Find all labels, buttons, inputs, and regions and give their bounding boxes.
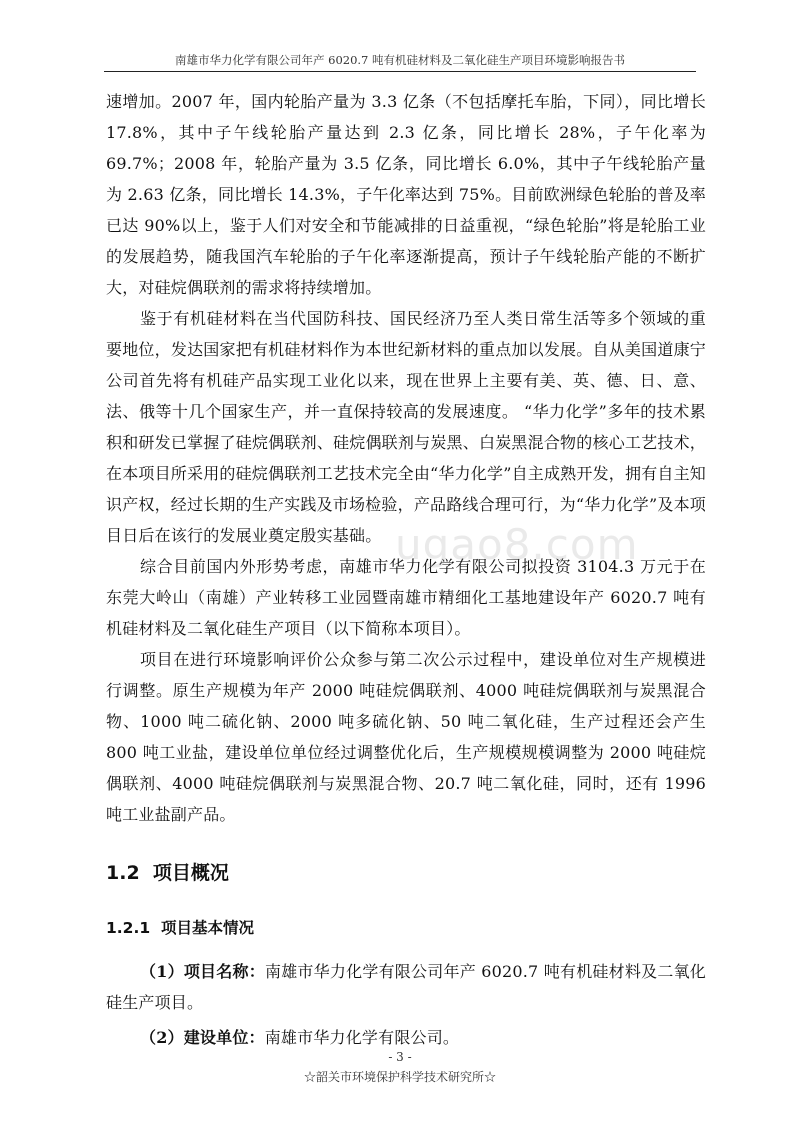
section-number: 1.2 <box>106 862 140 884</box>
subsection-title: 项目基本情况 <box>160 919 254 937</box>
item-construction-unit <box>106 1022 706 1053</box>
paragraph-1: 速增加。2007 年，国内轮胎产量为 3.3 亿条（不包括摩托车胎，下同），同比增长 17.8%，其中子午线轮胎产量达到 2.3 亿条，同比增长 28%，子午化率为 69.7%；2008 年，轮胎产量为 3.5 亿条，同比增长 6.0%，其中子午线轮胎产量为 2.63 亿条，同比增长 14.3%，子午化率达到 75%。目前欧洲绿色轮胎的普及率已达 90%以上，鉴于人们对安全和节能减排的日益重视，“绿色轮胎”将是轮胎工业的发展趋势，随我国汽车轮胎的子午化率逐渐提高，预计子午线轮胎产能的不断扩大，对硅烷偶联剂的需求将持续增加。 <box>106 92 706 297</box>
section-title: 项目概况 <box>152 862 229 884</box>
watermark: ugao8.com <box>395 520 639 569</box>
paragraph-2: 鉴于有机硅材料在当代国防科技、国民经济乃至人类日常生活等多个领域的重要地位，发达国家把有机硅材料作为本世纪新材料的重点加以发展。自从美国道康宁公司首先将有机硅产品实现工业化以来，现在世界上主要有美、英、德、日、意、法、俄等十几个国家生产，并一直保持较高的发展速度。 “华力化学”多年的技术累积和研发已掌握了硅烷偶联剂、硅烷偶联剂与炭黑、白炭黑混合物的核心工艺技术，在本项目所采用的硅烷偶联剂工艺技术完全由“华力化学”自主成熟开发，拥有自主知识产权，经过长期的生产实践及市场检验，产品路线合理可行，为“华力化学”及本项目日后在该行的发展业奠定殷实基础。 <box>106 309 706 545</box>
page-number: - 3 - <box>388 1050 412 1064</box>
document-body <box>106 86 706 1053</box>
section-heading-1-2 <box>106 858 706 888</box>
paragraph-3: 综合目前国内外形势考虑，南雄市华力化学有限公司拟投资 3104.3 万元于在东莞大岭山（南雄）产业转移工业园暨南雄市精细化工基地建设年产 6020.7 吨有机硅材料及二氧化硅生产项目（以下简称本项目）。 <box>106 557 706 638</box>
header-rule <box>104 71 696 72</box>
paragraph-4: 项目在进行环境影响评价公众参与第二次公示过程中，建设单位对生产规模进行调整。原生产规模为年产 2000 吨硅烷偶联剂、4000 吨硅烷偶联剂与炭黑混合物、1000 吨二硫化钠、2000 吨多硫化钠、50 吨二氧化硅，生产过程还会产生 800 吨工业盐，建设单位单位经过调整优化后，生产规模规模调整为 2000 吨硅烷偶联剂、4000 吨硅烷偶联剂与炭黑混合物、20.7 吨二氧化硅，同时，还有 1996 吨工业盐副产品。 <box>106 650 706 824</box>
subsection-number: 1.2.1 <box>106 919 151 937</box>
item-project-name <box>106 956 706 1018</box>
section-heading-1-2-1 <box>106 914 706 942</box>
item-label: （1）项目名称： <box>140 962 265 981</box>
item-text: 南雄市华力化学有限公司。 <box>264 1028 460 1047</box>
running-header: 南雄市华力化学有限公司年产 6020.7 吨有机硅材料及二氧化硅生产项目环境影响报告书 <box>174 53 626 67</box>
footer-institute: ☆韶关市环境保护科学技术研究所☆ <box>303 1070 496 1084</box>
item-label: （2）建设单位： <box>140 1028 265 1047</box>
item-text: 南雄市华力化学有限公司年产 6020.7 吨有机硅材料及二氧化硅生产项目。 <box>106 962 707 1012</box>
